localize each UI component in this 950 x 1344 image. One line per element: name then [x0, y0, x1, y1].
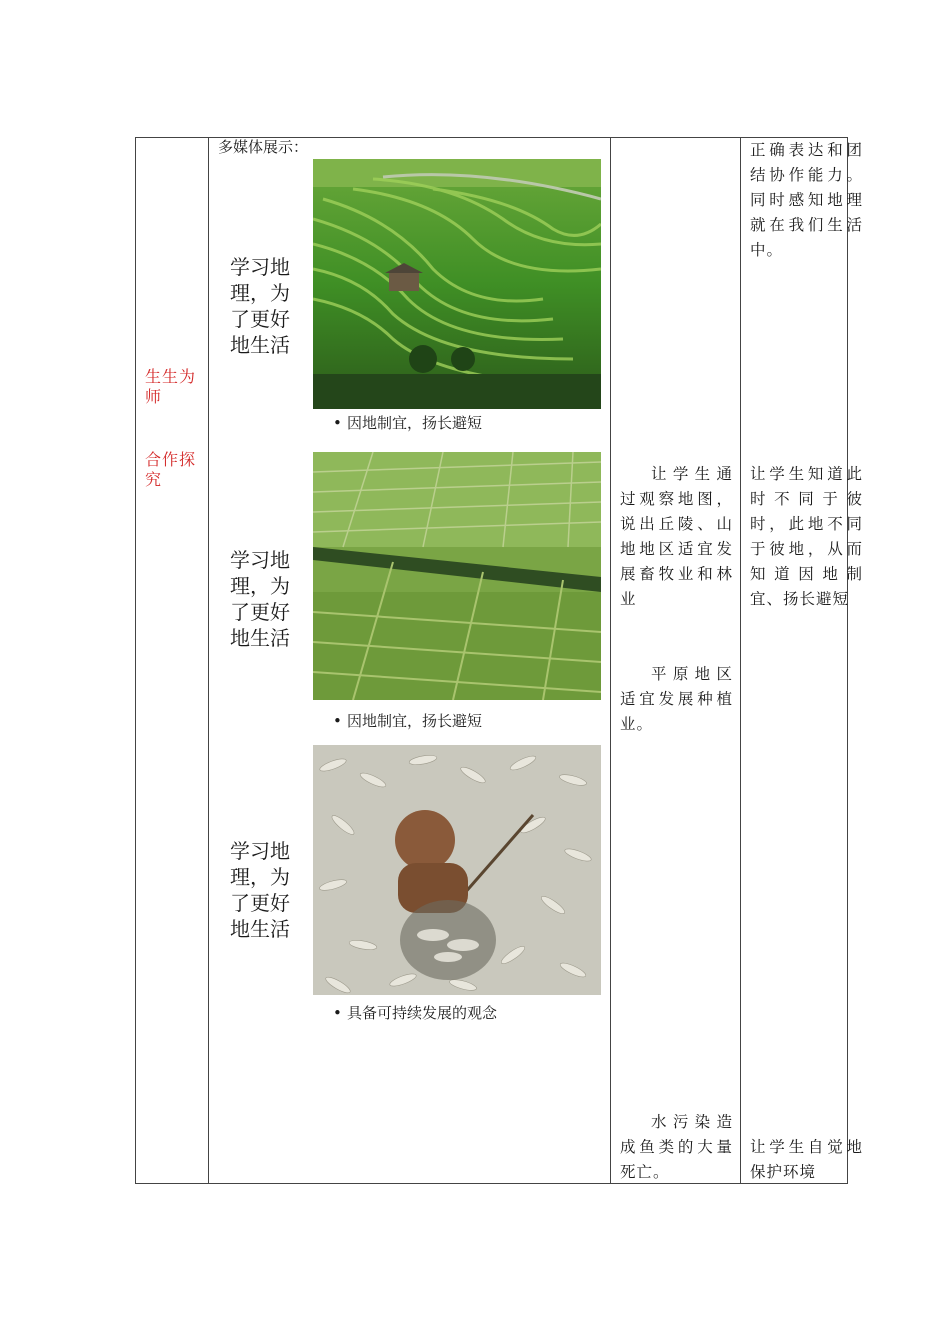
activity-text: 平原地区适宜发展种植业。 — [620, 665, 733, 733]
stage-label-teacher: 生生为师 — [145, 367, 197, 406]
slide-bullet: • 具备可持续发展的观念 — [333, 1004, 498, 1022]
slide-caption: 学习地理，为了更好地生活 — [230, 255, 290, 357]
farmland-plain-photo — [313, 452, 601, 702]
slide-caption: 学习地理，为了更好地生活 — [230, 839, 290, 941]
activity-text: 水污染造成鱼类的大量死亡。 — [620, 1113, 733, 1181]
terraced-fields-photo — [313, 159, 601, 409]
slide-bullet: • 因地制宜，扬长避短 — [333, 712, 483, 730]
intent-text: 让学生自觉地保护环境 — [750, 1138, 863, 1181]
intent-column — [740, 138, 863, 1183]
lesson-plan-table — [135, 137, 863, 1184]
intent-text: 让学生知道此时不同于彼时，此地不同于彼地，从而知道因地制宜、扬长避短 — [750, 465, 863, 608]
activity-column — [610, 138, 740, 1183]
media-column — [208, 138, 610, 1183]
media-heading: 多媒体展示： — [218, 138, 309, 156]
activity-text: 让学生通过观察地图，说出丘陵、山地地区适宜发展畜牧业和林业 — [620, 465, 733, 608]
intent-text: 正确表达和团结协作能力。同时感知地理就在我们生活中。 — [750, 141, 863, 259]
dead-fish-pollution-photo — [313, 745, 601, 995]
slide-bullet: • 因地制宜，扬长避短 — [333, 414, 483, 432]
stage-column — [136, 138, 208, 1183]
stage-label-inquiry: 合作探究 — [145, 450, 197, 489]
slide-caption: 学习地理，为了更好地生活 — [230, 548, 290, 650]
